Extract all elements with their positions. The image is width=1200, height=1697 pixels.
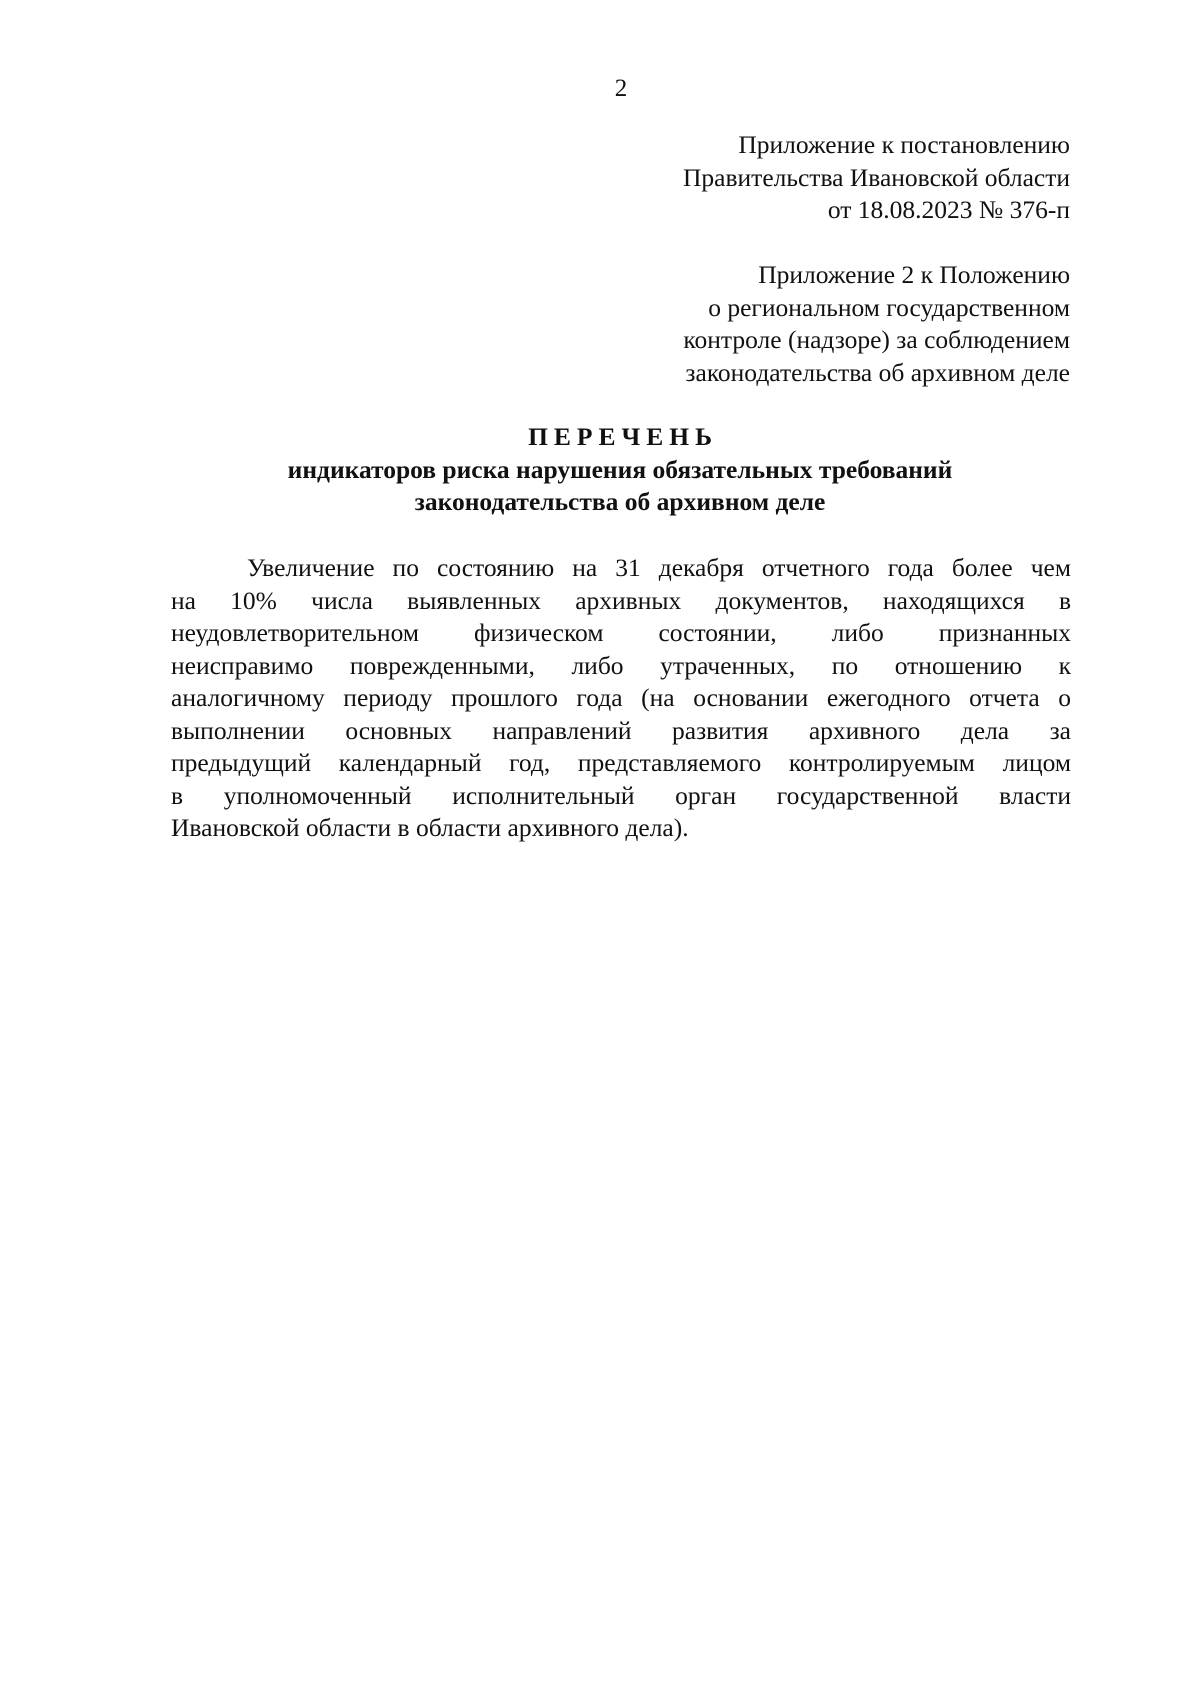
title-subline: законодательства об архивном деле bbox=[414, 487, 826, 516]
body-line: выполнении основных направлений развития архивного дела за bbox=[171, 715, 1071, 745]
body-line: Ивановской области в области архивного дела). bbox=[171, 813, 689, 842]
appendix-main-line: Правительства Ивановской области bbox=[683, 162, 1070, 192]
body-line: на 10% числа выявленных архивных документов, находящихся в bbox=[171, 585, 1071, 615]
appendix-main-line: от 18.08.2023 № 376-п bbox=[827, 195, 1070, 224]
body-line: предыдущий календарный год, представляемого контролируемым лицом bbox=[171, 748, 1071, 777]
appendix-secondary-line: Приложение 2 к Положению bbox=[758, 260, 1070, 289]
title-subline: индикаторов риска нарушения обязательных требований bbox=[287, 454, 953, 484]
title-heading: ПЕРЕЧЕНЬ bbox=[528, 422, 718, 451]
body-line: в уполномоченный исполнительный орган государственной власти bbox=[171, 780, 1071, 810]
body-line: неудовлетворительном физическом состоянии, либо признанных bbox=[171, 618, 1071, 647]
appendix-main-header bbox=[510, 129, 1070, 227]
document-title bbox=[170, 421, 1070, 519]
appendix-secondary-header bbox=[510, 259, 1070, 389]
body-line: аналогичному периоду прошлого года (на основании ежегодного отчета о bbox=[171, 683, 1071, 712]
appendix-secondary-line: законодательства об архивном деле bbox=[685, 357, 1070, 387]
appendix-main-line: Приложение к постановлению bbox=[738, 130, 1070, 159]
body-line: неисправимо поврежденными, либо утраченных, по отношению к bbox=[171, 650, 1071, 680]
appendix-secondary-line: о региональном государственном bbox=[708, 292, 1070, 322]
body-line: Увеличение по состоянию на 31 декабря отчетного года более чем bbox=[247, 553, 1071, 582]
body-paragraph bbox=[171, 552, 1071, 845]
appendix-secondary-line: контроле (надзоре) за соблюдением bbox=[683, 325, 1070, 354]
page-number: 2 bbox=[614, 75, 628, 102]
